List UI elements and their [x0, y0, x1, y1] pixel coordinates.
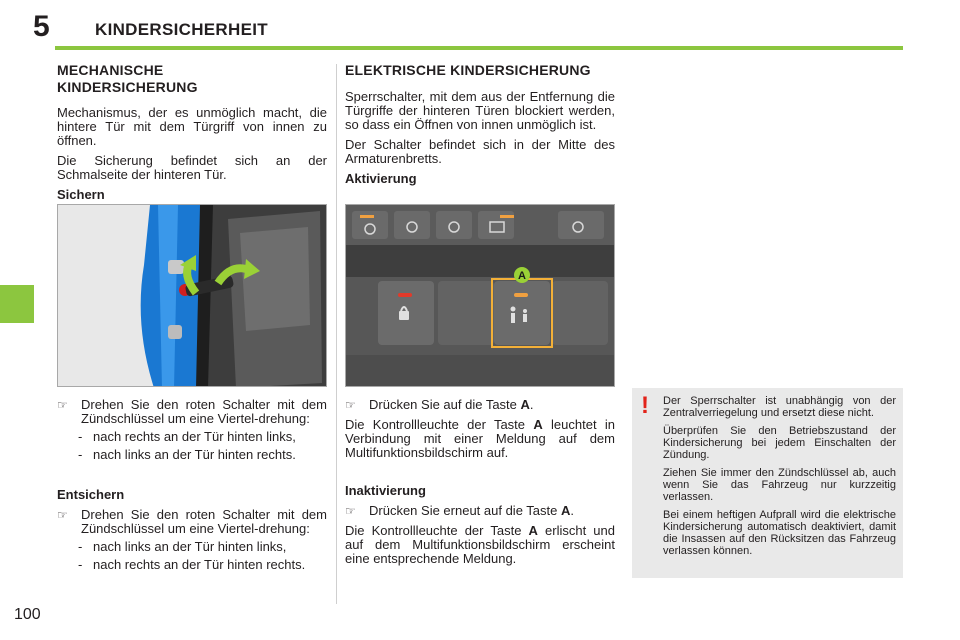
pointing-hand-icon: ☞ — [345, 504, 356, 518]
electric-location: Der Schalter befindet sich in der Mitte des Armaturenbretts. — [345, 137, 615, 166]
pointing-hand-icon: ☞ — [345, 398, 356, 412]
header-rule — [55, 46, 903, 50]
child-lock-door-photo — [57, 204, 327, 387]
lock-heading: Sichern — [57, 187, 105, 202]
warning-text-2: Überprüfen Sie den Betriebszustand der Kindersicherung bei jedem Einschalten der Zündung. — [663, 425, 896, 461]
electric-section — [345, 62, 615, 192]
deactivate-heading: Inaktivierung — [345, 483, 426, 498]
mechanical-title: MECHANISCHE KINDERSICHERUNG — [57, 62, 198, 95]
deactivate-step: ☞ Drücken Sie erneut auf die Taste A. — [345, 503, 575, 518]
electric-steps — [345, 398, 615, 572]
chapter-title: KINDERSICHERHEIT — [95, 20, 268, 39]
chapter-side-tab — [0, 285, 34, 323]
unlock-step: ☞ Drehen Sie den roten Schalter mit dem Zündschlüssel um eine Viertel-drehung: — [57, 507, 327, 536]
unlock-step-right: - nach rechts an der Tür hinten rechts. — [78, 557, 306, 572]
mechanical-location: Die Sicherung befindet sich an der Schmalseite der hinteren Tür. — [57, 153, 327, 182]
warning-text-3: Ziehen Sie immer den Zündschlüssel ab, auch wenn Sie das Fahrzeug nur kurzzeitig verlassen. — [663, 467, 896, 503]
switch-callout-label: A — [518, 270, 526, 282]
warning-text-1: Der Sperrschalter ist unabhängig von der Zentralverriegelung und ersetzt diese nicht. — [663, 395, 896, 419]
dashboard-switch-photo — [345, 204, 615, 387]
page-number: 100 — [14, 606, 41, 623]
warning-box — [632, 388, 903, 578]
activate-result: Die Kontrollleuchte der Taste A leuchtet in Verbindung mit einer Meldung auf dem Multifunktionsbildschirm auf. — [345, 417, 615, 460]
warning-text-4: Bei einem heftigen Aufprall wird die elektrische Kindersicherung automatisch deaktiviert, damit die Insassen auf den Rücksitzen das Fahrzeug verlassen können. — [663, 509, 896, 557]
lock-step: ☞ Drehen Sie den roten Schalter mit dem Zündschlüssel um eine Viertel-drehung: — [57, 397, 327, 426]
activate-step: ☞ Drücken Sie auf die Taste A. — [345, 397, 534, 412]
pointing-hand-icon: ☞ — [57, 508, 68, 522]
pointing-hand-icon: ☞ — [57, 398, 68, 412]
lock-step-right: - nach rechts an der Tür hinten links, — [78, 429, 296, 444]
activate-heading: Aktivierung — [345, 171, 417, 186]
deactivate-result: Die Kontrollleuchte der Taste A erlischt und auf dem Multifunktionsbildschirm erscheint eine entsprechende Meldung. — [345, 523, 615, 566]
electric-intro: Sperrschalter, mit dem aus der Entfernung die Türgriffe der hinteren Türen blockiert werden, so dass ein Öffnen von innen unmöglich ist. — [345, 89, 615, 132]
mechanical-section — [57, 62, 327, 208]
column-divider — [336, 64, 337, 604]
mechanical-steps — [57, 398, 327, 572]
mechanical-intro: Mechanismus, der es unmöglich macht, die hintere Tür mit dem Türgriff von innen zu öffnen. — [57, 105, 327, 148]
lock-step-left: - nach links an der Tür hinten rechts. — [78, 447, 296, 462]
electric-title: ELEKTRISCHE KINDERSICHERUNG — [345, 62, 591, 78]
unlock-step-left: - nach links an der Tür hinten links, — [78, 539, 287, 554]
chapter-number: 5 — [33, 10, 50, 43]
unlock-heading: Entsichern — [57, 487, 125, 502]
warning-exclamation-icon: ! — [641, 392, 649, 419]
